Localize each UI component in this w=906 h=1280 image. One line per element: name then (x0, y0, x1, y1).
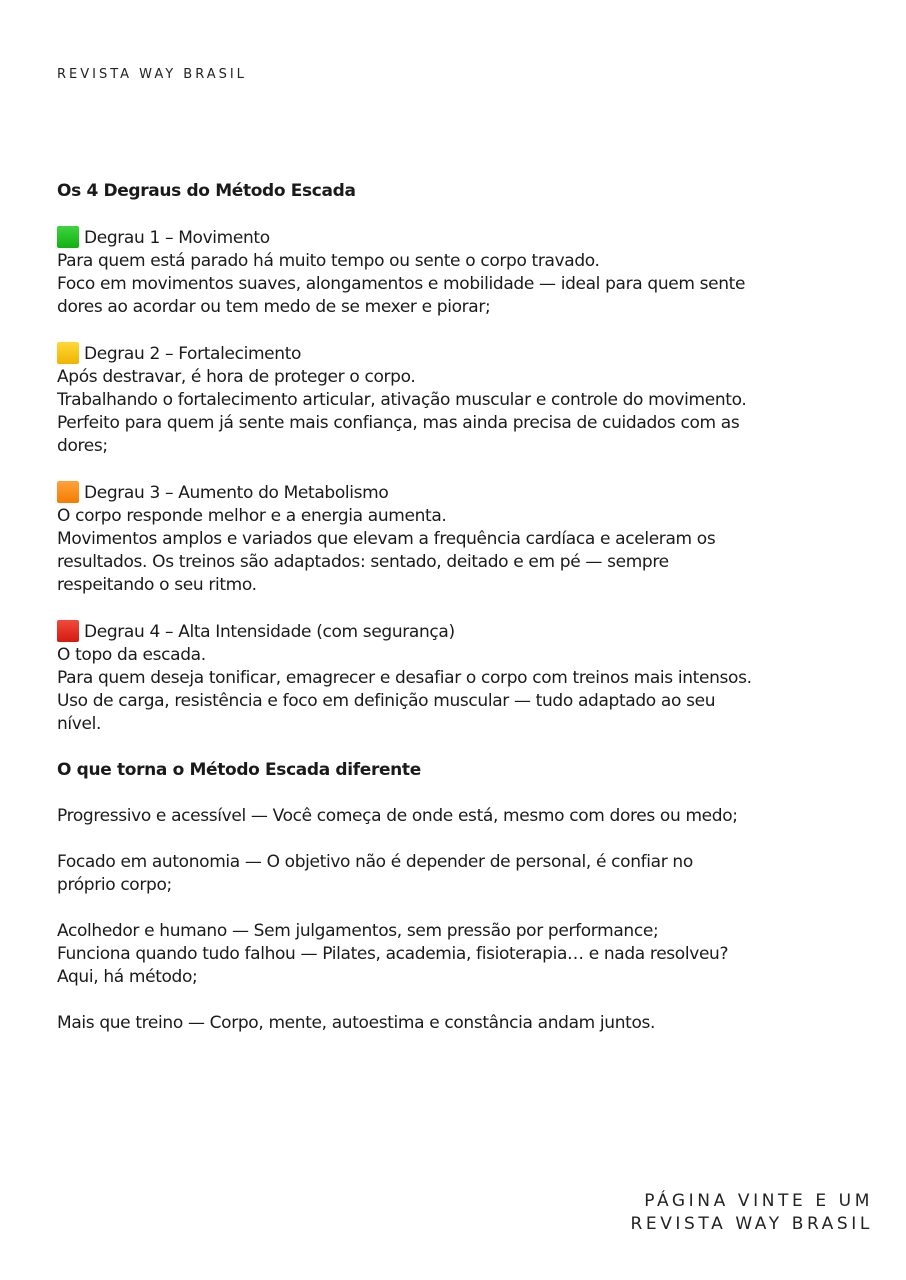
step-title: Degrau 4 – Alta Intensidade (com segurança) (84, 622, 455, 642)
benefit-text: Mais que treino — Corpo, mente, autoestima e constância andam juntos. (57, 1013, 656, 1033)
step-text: nível. (57, 714, 102, 734)
step-text: Para quem está parado há muito tempo ou sente o corpo travado. (57, 251, 600, 271)
page-footer (630, 1190, 873, 1236)
benefit-paragraph (57, 920, 817, 989)
step-text: dores; (57, 436, 108, 456)
benefit-paragraph (57, 805, 817, 828)
article-content (57, 180, 817, 1035)
step-text: Movimentos amplos e variados que elevam a frequência cardíaca e aceleram os (57, 529, 716, 549)
footer-magazine-name: REVISTA WAY BRASIL (630, 1214, 873, 1234)
section-title-diferente: O que torna o Método Escada diferente (57, 760, 421, 780)
step-text: Foco em movimentos suaves, alongamentos e mobilidade — ideal para quem sente (57, 274, 746, 294)
section-title-degraus: Os 4 Degraus do Método Escada (57, 181, 356, 201)
orange-square-icon (57, 481, 79, 503)
yellow-square-icon (57, 342, 79, 364)
step-title: Degrau 2 – Fortalecimento (84, 344, 302, 364)
step-text: O corpo responde melhor e a energia aumenta. (57, 506, 447, 526)
page-number: PÁGINA VINTE E UM (644, 1191, 873, 1211)
benefit-text: Focado em autonomia — O objetivo não é depender de personal, é confiar no (57, 852, 693, 872)
step-text: dores ao acordar ou tem medo de se mexer e piorar; (57, 297, 491, 317)
benefit-paragraph (57, 851, 817, 897)
red-square-icon (57, 620, 79, 642)
benefit-text: próprio corpo; (57, 875, 172, 895)
green-square-icon (57, 226, 79, 248)
step-text: O topo da escada. (57, 645, 206, 665)
step-text: Após destravar, é hora de proteger o corpo. (57, 367, 416, 387)
step-title: Degrau 1 – Movimento (84, 228, 270, 248)
benefit-text: Aqui, há método; (57, 967, 198, 987)
step-3 (57, 481, 817, 597)
step-text: Perfeito para quem já sente mais confiança, mas ainda precisa de cuidados com as (57, 413, 740, 433)
benefit-text: Acolhedor e humano — Sem julgamentos, sem pressão por performance; (57, 921, 659, 941)
step-text: Trabalhando o fortalecimento articular, ativação muscular e controle do movimento. (57, 390, 747, 410)
benefit-text: Funciona quando tudo falhou — Pilates, academia, fisioterapia… e nada resolveu? (57, 944, 729, 964)
step-title: Degrau 3 – Aumento do Metabolismo (84, 483, 389, 503)
benefit-paragraph (57, 1012, 817, 1035)
step-1 (57, 226, 817, 319)
step-text: Para quem deseja tonificar, emagrecer e desafiar o corpo com treinos mais intensos. (57, 668, 752, 688)
benefit-text: Progressivo e acessível — Você começa de onde está, mesmo com dores ou medo; (57, 806, 738, 826)
magazine-header: REVISTA WAY BRASIL (57, 67, 247, 82)
step-text: resultados. Os treinos são adaptados: sentado, deitado e em pé — sempre (57, 552, 669, 572)
step-2 (57, 342, 817, 458)
step-text: respeitando o seu ritmo. (57, 575, 257, 595)
step-4 (57, 620, 817, 736)
step-text: Uso de carga, resistência e foco em definição muscular — tudo adaptado ao seu (57, 691, 716, 711)
